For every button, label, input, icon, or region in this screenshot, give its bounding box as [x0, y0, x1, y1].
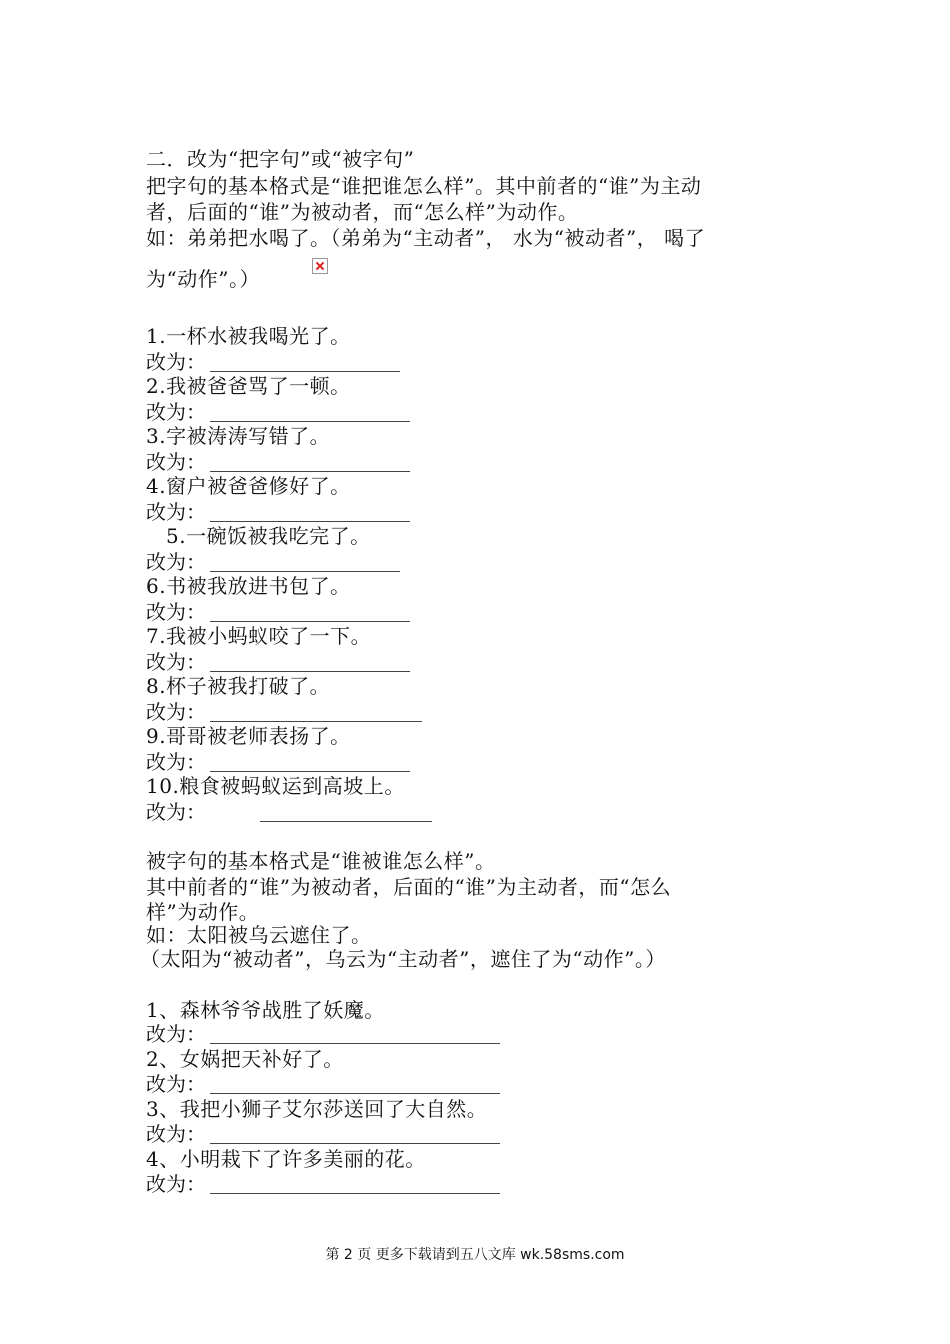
exercise-item: 2.我被爸爸骂了一顿。 [146, 374, 351, 398]
answer-label: 改为： [146, 650, 206, 674]
answer-blank[interactable] [210, 421, 410, 422]
exercise-item: 7.我被小蚂蚁咬了一下。 [146, 624, 372, 648]
answer-blank[interactable] [210, 671, 410, 672]
answer-label: 改为： [146, 1022, 206, 1046]
ba-rule-line-2: 者，后面的“谁”为被动者，而“怎么样”为动作。 [146, 200, 579, 224]
bei-rule-line-5: （太阳为“被动者”，乌云为“主动者”，遮住了为“动作”。） [140, 947, 666, 971]
exercise-item: 9.哥哥被老师表扬了。 [146, 724, 351, 748]
exercise-item: 1、森林爷爷战胜了妖魔。 [146, 998, 385, 1022]
answer-blank[interactable] [210, 371, 400, 372]
answer-blank[interactable] [210, 1143, 500, 1144]
exercise-item: 4、小明栽下了许多美丽的花。 [146, 1147, 426, 1171]
answer-blank[interactable] [260, 821, 432, 822]
answer-blank[interactable] [210, 471, 410, 472]
exercise-item: 2、女娲把天补好了。 [146, 1047, 344, 1071]
bei-rule-line-3: 样”为动作。 [146, 900, 260, 924]
exercise-item: 8.杯子被我打破了。 [146, 674, 331, 698]
answer-label: 改为： [146, 1172, 206, 1196]
section-title: 二．改为“把字句”或“被字句” [146, 147, 415, 171]
answer-label: 改为： [146, 800, 206, 824]
ba-rule-line-1: 把字句的基本格式是“谁把谁怎么样”。其中前者的“谁”为主动 [146, 174, 702, 198]
answer-blank[interactable] [210, 571, 400, 572]
broken-image-icon [312, 258, 328, 274]
ba-example-line-1: 如：弟弟把水喝了。（弟弟为“主动者”， 水为“被动者”， 喝了 [146, 226, 706, 250]
answer-label: 改为： [146, 550, 206, 574]
answer-label: 改为： [146, 1122, 206, 1146]
answer-label: 改为： [146, 500, 206, 524]
answer-blank[interactable] [210, 1193, 500, 1194]
answer-blank[interactable] [210, 721, 422, 722]
page-footer: 第 2 页 更多下载请到五八文库 wk.58sms.com [325, 1247, 625, 1263]
exercise-item: 3.字被涛涛写错了。 [146, 424, 331, 448]
answer-blank[interactable] [210, 1043, 500, 1044]
bei-rule-line-1: 被字句的基本格式是“谁被谁怎么样”。 [146, 849, 496, 873]
exercise-item: 6.书被我放进书包了。 [146, 574, 351, 598]
exercise-item: 1.一杯水被我喝光了。 [146, 324, 351, 348]
bei-rule-line-4: 如：太阳被乌云遮住了。 [146, 923, 372, 947]
exercise-item: 5.一碗饭被我吃完了。 [166, 524, 371, 548]
answer-blank[interactable] [210, 771, 410, 772]
answer-label: 改为： [146, 1072, 206, 1096]
exercise-item: 10.粮食被蚂蚁运到高坡上。 [146, 774, 405, 798]
answer-label: 改为： [146, 400, 206, 424]
exercise-item: 4.窗户被爸爸修好了。 [146, 474, 351, 498]
answer-blank[interactable] [210, 1093, 500, 1094]
answer-label: 改为： [146, 750, 206, 774]
answer-label: 改为： [146, 350, 206, 374]
bei-rule-line-2: 其中前者的“谁”为被动者，后面的“谁”为主动者，而“怎么 [146, 875, 672, 899]
answer-blank[interactable] [210, 621, 410, 622]
answer-label: 改为： [146, 600, 206, 624]
answer-label: 改为： [146, 700, 206, 724]
exercise-item: 3、我把小狮子艾尔莎送回了大自然。 [146, 1097, 488, 1121]
answer-label: 改为： [146, 450, 206, 474]
answer-blank[interactable] [210, 521, 410, 522]
ba-example-line-2: 为“动作”。） [146, 267, 260, 291]
